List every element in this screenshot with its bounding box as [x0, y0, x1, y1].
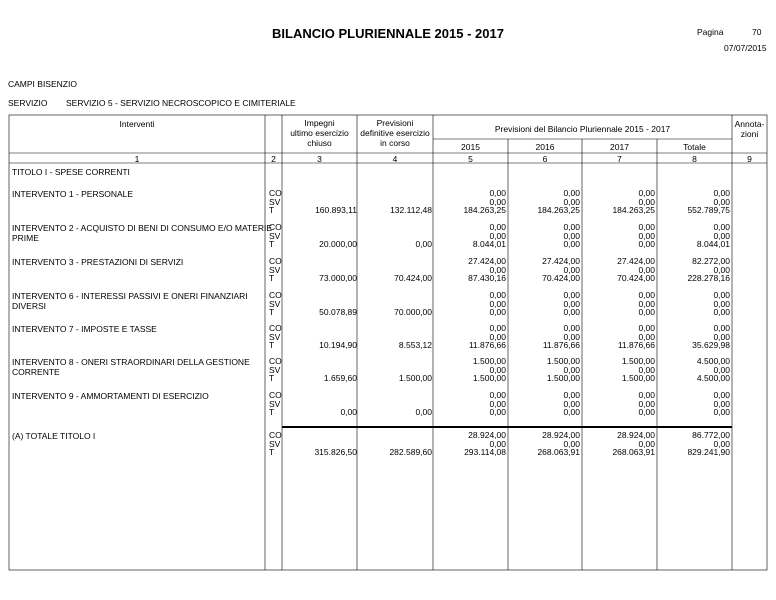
impegni-value: 73.000,00 [319, 273, 357, 283]
t-value: 70.424,00 [542, 273, 580, 283]
section-title: TITOLO I - SPESE CORRENTI [12, 167, 130, 177]
sv-value: 0,00 [713, 264, 730, 275]
t-value: 1.500,00 [546, 373, 580, 383]
sv-value: 0,00 [713, 438, 730, 449]
sv-value: 0,00 [638, 398, 655, 409]
impegni-value: 1.659,60 [323, 373, 357, 383]
col-impegni-line3: chiuso [307, 138, 332, 148]
col-number-2: 2 [271, 154, 276, 164]
total-label: (A) TOTALE TITOLO I [12, 431, 96, 441]
co-value: 82.272,00 [692, 256, 730, 266]
co-value: 0,00 [713, 290, 730, 300]
t-value: 11.876,66 [542, 340, 580, 350]
t-value: 184.263,25 [463, 205, 506, 215]
t-value: 11.876,66 [468, 340, 506, 350]
sv-value: 0,00 [713, 230, 730, 241]
type-code: T [269, 273, 275, 283]
co-value: 1.500,00 [621, 356, 655, 366]
type-code: SV [269, 438, 281, 449]
col-number-8: 8 [692, 154, 697, 164]
impegni-value: 315.826,50 [314, 447, 357, 457]
sv-value: 0,00 [489, 364, 506, 375]
co-value: 28.924,00 [617, 430, 655, 440]
sv-value: 0,00 [638, 230, 655, 241]
col-impegni-header [282, 118, 357, 148]
t-value: 829.241,90 [687, 447, 730, 457]
co-value: 0,00 [563, 323, 580, 333]
co-value: 27.424,00 [542, 256, 580, 266]
t-value: 0,00 [563, 307, 580, 317]
sv-value: 0,00 [638, 196, 655, 207]
page-label: Pagina [697, 27, 724, 37]
co-value: 0,00 [489, 390, 506, 400]
col-interventi-header: Interventi [119, 119, 155, 129]
t-value: 228.278,16 [687, 273, 730, 283]
col-number-6: 6 [542, 154, 548, 164]
intervento-label: DIVERSI [12, 301, 47, 311]
sv-value: 0,00 [489, 196, 506, 207]
t-value: 8.044,01 [696, 239, 730, 249]
sv-value: 0,00 [489, 331, 506, 342]
previsioni-value: 0,00 [415, 407, 432, 417]
t-value: 0,00 [489, 407, 506, 417]
t-value: 0,00 [713, 407, 730, 417]
co-value: 0,00 [638, 290, 655, 300]
co-value: 1.500,00 [546, 356, 580, 366]
type-code: T [269, 307, 275, 317]
sv-value: 0,00 [563, 264, 580, 275]
co-value: 27.424,00 [468, 256, 506, 266]
t-value: 268.063,91 [537, 447, 580, 457]
type-code: T [269, 373, 275, 383]
impegni-value: 0,00 [340, 407, 357, 417]
t-value: 0,00 [563, 239, 580, 249]
sv-value: 0,00 [563, 196, 580, 207]
sv-value: 0,00 [489, 264, 506, 275]
co-value: 0,00 [563, 188, 580, 198]
impegni-value: 10.194,90 [319, 340, 357, 350]
col-number-4: 4 [392, 154, 398, 164]
type-code: SV [269, 398, 281, 409]
type-code: SV [269, 264, 281, 275]
co-value: 0,00 [638, 390, 655, 400]
type-code: CO [269, 390, 282, 400]
intervento-label: INTERVENTO 9 - AMMORTAMENTI DI ESERCIZIO [12, 391, 209, 401]
type-code: T [269, 205, 275, 215]
intervento-label: CORRENTE [12, 367, 60, 377]
type-code: T [269, 407, 275, 417]
co-value: 0,00 [713, 390, 730, 400]
co-value: 0,00 [489, 290, 506, 300]
co-value: 1.500,00 [472, 356, 506, 366]
sv-value: 0,00 [713, 331, 730, 342]
co-value: 4.500,00 [696, 356, 730, 366]
co-value: 0,00 [638, 222, 655, 232]
total-header: Totale [683, 142, 706, 152]
t-value: 70.424,00 [617, 273, 655, 283]
co-value: 0,00 [563, 222, 580, 232]
col-number-3: 3 [317, 154, 322, 164]
col-number-5: 5 [468, 154, 473, 164]
t-value: 0,00 [638, 407, 655, 417]
t-value: 0,00 [563, 407, 580, 417]
col-impegni-line2: ultimo esercizio [290, 128, 349, 138]
year-2016-header: 2016 [535, 142, 555, 152]
sv-value: 0,00 [563, 438, 580, 449]
impegni-value: 160.893,11 [315, 205, 357, 215]
t-value: 293.114,08 [464, 447, 506, 457]
type-code: SV [269, 230, 281, 241]
previsioni-value: 0,00 [415, 239, 432, 249]
col-number-1: 1 [134, 154, 140, 164]
sv-value: 0,00 [638, 438, 655, 449]
col-previsioni-line1: Previsioni [376, 118, 414, 128]
intervento-label: INTERVENTO 2 - ACQUISTO DI BENI DI CONSUMO E/O MATERIE [12, 223, 273, 233]
co-value: 0,00 [563, 290, 580, 300]
sv-value: 0,00 [713, 398, 730, 409]
sv-value: 0,00 [489, 230, 506, 241]
type-code: SV [269, 364, 281, 375]
sv-value: 0,00 [489, 438, 506, 449]
sv-value: 0,00 [713, 196, 730, 207]
previsioni-value: 1.500,00 [398, 373, 432, 383]
report-date: 07/07/2015 [724, 43, 767, 53]
col-annotazioni-line1: Annota- [734, 119, 765, 129]
t-value: 552.789,75 [687, 205, 730, 215]
year-2015-header: 2015 [461, 142, 480, 152]
type-code: CO [269, 256, 282, 266]
sv-value: 0,00 [638, 364, 655, 375]
co-value: 0,00 [713, 222, 730, 232]
col-number-9: 9 [747, 154, 752, 164]
sv-value: 0,00 [563, 398, 580, 409]
col-previsioni-line2: definitive esercizio [360, 128, 430, 138]
sv-value: 0,00 [563, 364, 580, 375]
sv-value: 0,00 [713, 298, 730, 309]
t-value: 0,00 [638, 307, 655, 317]
type-code: SV [269, 331, 281, 342]
col-impegni-line1: Impegni [304, 118, 335, 128]
report-title: BILANCIO PLURIENNALE 2015 - 2017 [272, 26, 504, 41]
t-value: 0,00 [713, 307, 730, 317]
t-value: 1.500,00 [472, 373, 506, 383]
previsioni-value: 70.000,00 [394, 307, 432, 317]
impegni-value: 20.000,00 [319, 239, 357, 249]
type-code: T [269, 239, 275, 249]
col-number-7: 7 [617, 154, 622, 164]
t-value: 184.263,25 [612, 205, 655, 215]
service-value: SERVIZIO 5 - SERVIZIO NECROSCOPICO E CIMITERIALE [66, 98, 296, 108]
t-value: 1.500,00 [621, 373, 655, 383]
col-annotazioni-line2: zioni [740, 129, 759, 139]
type-code: SV [269, 196, 281, 207]
sv-value: 0,00 [563, 230, 580, 241]
t-value: 11.876,66 [617, 340, 655, 350]
t-value: 8.044,01 [472, 239, 506, 249]
previsioni-value: 282.589,60 [389, 447, 432, 457]
co-value: 0,00 [489, 188, 506, 198]
t-value: 184.263,25 [537, 205, 580, 215]
col-previsioni-header [357, 118, 433, 148]
t-value: 268.063,91 [612, 447, 655, 457]
type-code: CO [269, 323, 282, 333]
sv-value: 0,00 [638, 264, 655, 275]
intervento-label: INTERVENTO 1 - PERSONALE [12, 189, 134, 199]
type-code: T [269, 340, 275, 350]
sv-value: 0,00 [713, 364, 730, 375]
type-code: CO [269, 222, 282, 232]
sv-value: 0,00 [489, 298, 506, 309]
co-value: 0,00 [713, 188, 730, 198]
impegni-value: 50.078,89 [319, 307, 357, 317]
type-code: T [269, 447, 275, 457]
co-value: 28.924,00 [542, 430, 580, 440]
sv-value: 0,00 [563, 298, 580, 309]
previsioni-value: 70.424,00 [394, 273, 432, 283]
t-value: 4.500,00 [696, 373, 730, 383]
col-previsioni-line3: in corso [380, 138, 410, 148]
co-value: 0,00 [638, 323, 655, 333]
type-code: CO [269, 188, 282, 198]
previsioni-value: 132.112,48 [390, 205, 432, 215]
intervento-label: INTERVENTO 3 - PRESTAZIONI DI SERVIZI [12, 257, 184, 267]
type-code: SV [269, 298, 281, 309]
co-value: 0,00 [489, 323, 506, 333]
entity-name: CAMPI BISENZIO [8, 79, 77, 89]
type-code: CO [269, 430, 282, 440]
type-code: CO [269, 290, 282, 300]
sv-value: 0,00 [489, 398, 506, 409]
type-code: CO [269, 356, 282, 366]
t-value: 87.430,16 [468, 273, 506, 283]
previsioni-value: 8.553,12 [398, 340, 432, 350]
co-value: 86.772,00 [692, 430, 730, 440]
sv-value: 0,00 [638, 331, 655, 342]
service-label: SERVIZIO [8, 98, 48, 108]
co-value: 0,00 [638, 188, 655, 198]
col-pluriennale-header: Previsioni del Bilancio Pluriennale 2015 - 2017 [494, 124, 671, 134]
sv-value: 0,00 [563, 331, 580, 342]
page-number: 70 [752, 27, 762, 37]
year-2017-header: 2017 [610, 142, 629, 152]
co-value: 28.924,00 [468, 430, 506, 440]
co-value: 27.424,00 [617, 256, 655, 266]
intervento-label: INTERVENTO 6 - INTERESSI PASSIVI E ONERI FINANZIARI [12, 291, 248, 301]
t-value: 35.629,98 [692, 340, 730, 350]
intervento-label: PRIME [12, 233, 39, 243]
col-annotazioni-header [732, 119, 767, 139]
intervento-label: INTERVENTO 7 - IMPOSTE E TASSE [12, 324, 157, 334]
t-value: 0,00 [638, 239, 655, 249]
co-value: 0,00 [489, 222, 506, 232]
sv-value: 0,00 [638, 298, 655, 309]
intervento-label: INTERVENTO 8 - ONERI STRAORDINARI DELLA GESTIONE [12, 357, 250, 367]
t-value: 0,00 [489, 307, 506, 317]
co-value: 0,00 [563, 390, 580, 400]
co-value: 0,00 [713, 323, 730, 333]
